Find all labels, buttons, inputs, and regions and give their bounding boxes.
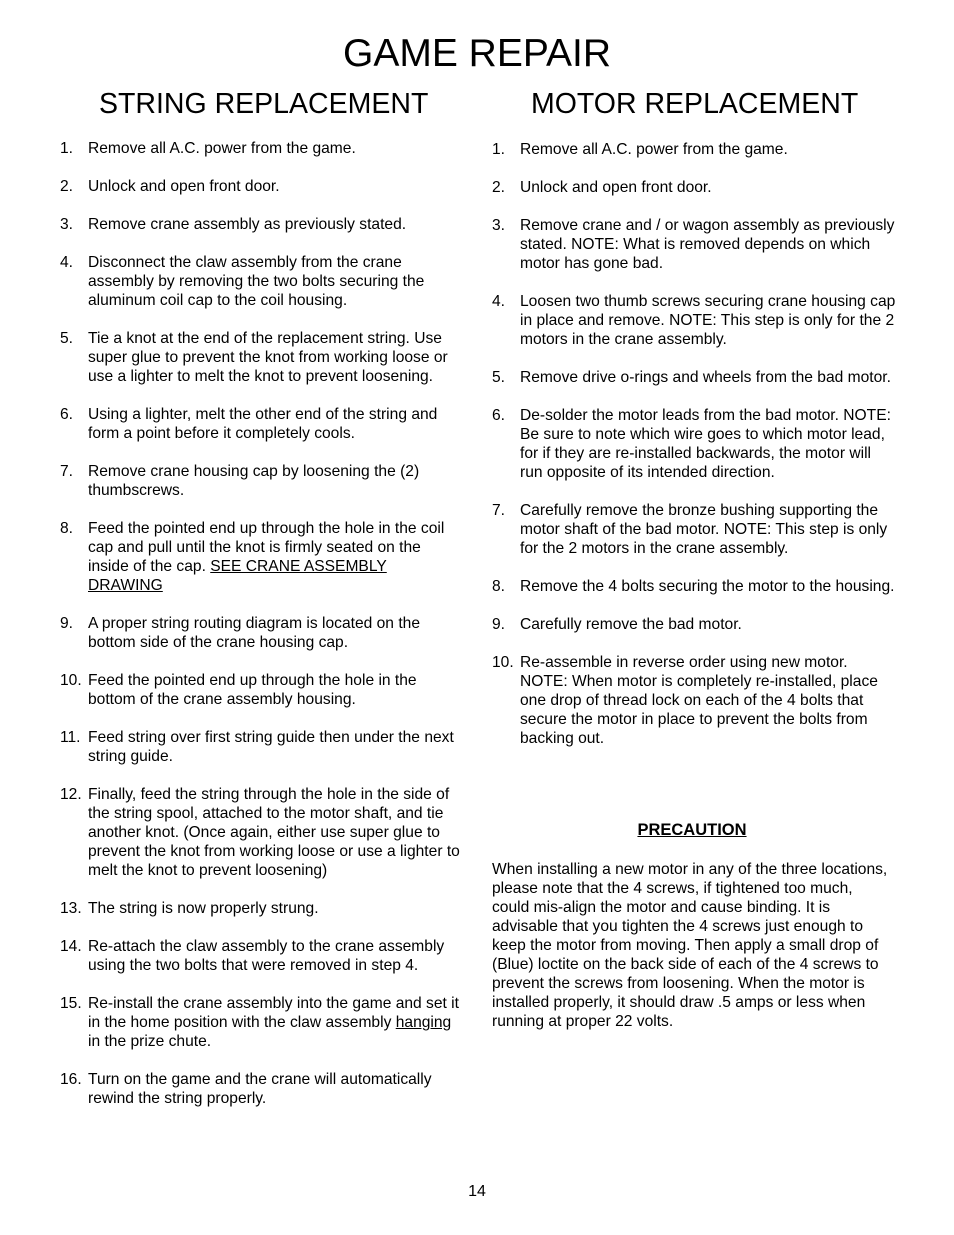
step-number: 14. (60, 938, 82, 955)
motor-replacement-steps (492, 140, 896, 767)
underlined-word: hanging (395, 1014, 452, 1031)
step-text: Carefully remove the bad motor. (520, 616, 742, 633)
precaution-heading: PRECAUTION (637, 821, 747, 839)
page-number: 14 (468, 1183, 486, 1200)
step-number: 8. (492, 578, 506, 595)
list-item (60, 139, 464, 158)
list-item (492, 653, 896, 748)
step-number: 7. (492, 502, 506, 519)
list-item (60, 994, 464, 1051)
list-item (60, 785, 464, 880)
step-number: 1. (60, 140, 74, 157)
step-text: Remove crane housing cap by loosening the (2) thumbscrews. (88, 463, 420, 499)
page-title: GAME REPAIR (343, 32, 611, 75)
step-text: Unlock and open front door. (88, 178, 280, 195)
step-number: 9. (492, 616, 506, 633)
list-item (60, 1070, 464, 1108)
step-text: Remove crane assembly as previously stated. (88, 216, 407, 233)
list-item (60, 728, 464, 766)
crane-assembly-drawing-link[interactable]: SEE CRANE ASSEMBLY DRAWING (88, 558, 387, 594)
step-text: A proper string routing diagram is located on the bottom side of the crane housing cap. (88, 615, 420, 651)
step-text: Re-install the crane assembly into the game and set it in the home position with the claw assembly (88, 995, 459, 1031)
list-item (60, 215, 464, 234)
string-replacement-steps (60, 139, 464, 1127)
step-text: Feed string over first string guide then under the next string guide. (88, 729, 454, 765)
step-number: 10. (492, 654, 514, 671)
step-text: Feed the pointed end up through the hole in the coil cap and pull until the knot is firmly seated on the inside of the cap. (88, 520, 445, 575)
step-number: 4. (60, 254, 74, 271)
list-item (60, 177, 464, 196)
step-text: Remove the 4 bolts securing the motor to the housing. (520, 578, 895, 595)
step-text: Disconnect the claw assembly from the crane assembly by removing the two bolts securing the aluminum coil cap to the coil housing. (88, 254, 425, 309)
step-text: Remove drive o-rings and wheels from the bad motor. (520, 369, 891, 386)
list-item (60, 899, 464, 918)
step-number: 9. (60, 615, 74, 632)
list-item (60, 405, 464, 443)
step-text: Carefully remove the bronze bushing supporting the motor shaft of the bad motor. NOTE: This step is only for the 2 motors in the crane assembly. (520, 502, 888, 557)
step-number: 5. (492, 369, 506, 386)
list-item (492, 292, 896, 349)
step-text: Turn on the game and the crane will automatically rewind the string properly. (88, 1071, 432, 1107)
list-item (492, 368, 896, 387)
list-item (60, 937, 464, 975)
step-number: 5. (60, 330, 74, 347)
list-item (492, 178, 896, 197)
step-text: Tie a knot at the end of the replacement string. Use super glue to prevent the knot from working loose or use a lighter to melt the knot to prevent loosening. (88, 330, 448, 385)
step-number: 15. (60, 995, 82, 1012)
step-text: De-solder the motor leads from the bad motor. NOTE: Be sure to note which wire goes to which motor lead, for if they are re-installed backwards, the motor will run opposite of its intended direction. (520, 407, 891, 481)
step-text: Re-attach the claw assembly to the crane assembly using the two bolts that were removed in step 4. (88, 938, 445, 974)
step-text: Feed the pointed end up through the hole in the bottom of the crane assembly housing. (88, 672, 417, 708)
step-number: 12. (60, 786, 82, 803)
step-text: Remove all A.C. power from the game. (520, 141, 788, 158)
list-item (492, 615, 896, 634)
list-item (60, 671, 464, 709)
step-number: 13. (60, 900, 82, 917)
step-text: The string is now properly strung. (88, 900, 319, 917)
step-number: 3. (492, 217, 506, 234)
list-item (492, 501, 896, 558)
list-item (60, 519, 464, 595)
step-number: 2. (492, 179, 506, 196)
step-number: 4. (492, 293, 506, 310)
step-text: Finally, feed the string through the hole in the side of the string spool, attached to the motor shaft, and tie another knot. (Once again, either use super glue to prevent the knot from working loose or use a lighter to melt the knot to prevent loosening) (88, 786, 460, 879)
string-replacement-heading: STRING REPLACEMENT (99, 88, 429, 120)
step-text: Remove crane and / or wagon assembly as previously stated. NOTE: What is removed depends on which motor has gone bad. (520, 217, 895, 272)
list-item (60, 253, 464, 310)
step-number: 10. (60, 672, 82, 689)
step-number: 6. (492, 407, 506, 424)
step-number: 2. (60, 178, 74, 195)
step-number: 8. (60, 520, 74, 537)
list-item (492, 216, 896, 273)
step-number: 16. (60, 1071, 82, 1088)
step-text: Re-assemble in reverse order using new motor. NOTE: When motor is completely re-installed, place one drop of thread lock on each of the 4 bolts that secure the motor in place to prevent the bolts from backing out. (520, 654, 878, 747)
step-text: Unlock and open front door. (520, 179, 712, 196)
step-number: 6. (60, 406, 74, 423)
step-number: 1. (492, 141, 506, 158)
list-item (492, 577, 896, 596)
step-text: Loosen two thumb screws securing crane housing cap in place and remove. NOTE: This step is only for the 2 motors in the crane assembly. (520, 293, 896, 348)
list-item (60, 614, 464, 652)
step-number: 7. (60, 463, 74, 480)
list-item (492, 406, 896, 482)
step-number: 3. (60, 216, 74, 233)
step-number: 11. (60, 729, 81, 746)
list-item (492, 140, 896, 159)
list-item (60, 329, 464, 386)
step-text: Using a lighter, melt the other end of the string and form a point before it completely cools. (88, 406, 438, 442)
precaution-text: When installing a new motor in any of the three locations, please note that the 4 screws, if tightened too much, could mis-align the motor and cause binding. It is advisable that you tighten the 4 screws just enough to keep the motor from moving. Then apply a small drop of (Blue) loctite on the back side of each of the 4 screws to prevent the screws from loosening. When the motor is installed properly, it should draw .5 amps or less when running at proper 22 volts. (492, 861, 888, 1030)
step-text: Remove all A.C. power from the game. (88, 140, 356, 157)
motor-replacement-heading: MOTOR REPLACEMENT (531, 88, 859, 120)
step-text-end: in the prize chute. (88, 1033, 212, 1050)
list-item (60, 462, 464, 500)
